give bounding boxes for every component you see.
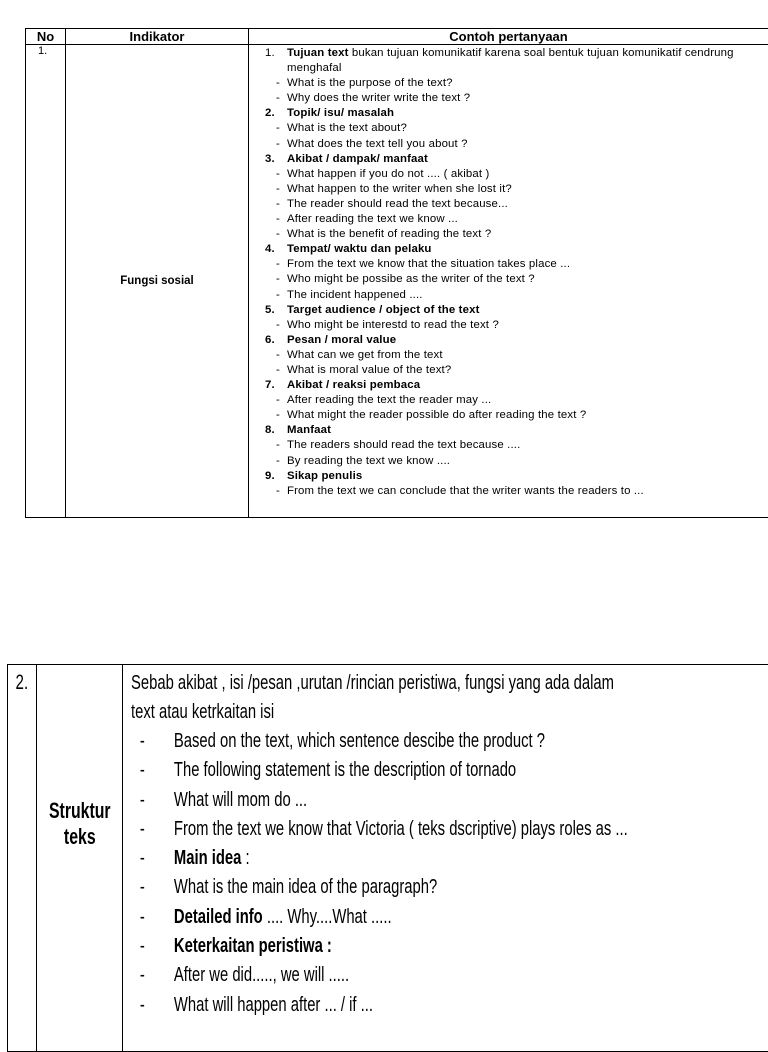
section-number: 6.	[265, 333, 287, 348]
question-section	[265, 333, 762, 348]
section-number: 2.	[265, 106, 287, 121]
list-item	[131, 727, 634, 756]
list-item	[131, 756, 634, 785]
list-item	[265, 438, 762, 453]
question-section	[265, 469, 762, 484]
question-section	[265, 423, 762, 438]
list-item	[265, 393, 762, 408]
list-item	[131, 932, 634, 961]
list-item	[265, 272, 762, 287]
bullet-dash: -	[265, 363, 287, 378]
list-item	[131, 991, 634, 1020]
question-text: From the text we know that Victoria ( teks dscriptive) plays roles as ...	[174, 818, 628, 840]
bold-label: Main idea	[174, 847, 241, 869]
bullet-dash: -	[265, 257, 287, 272]
question-text: The incident happened ....	[287, 288, 762, 303]
question-text: Who might be possibe as the writer of the text ?	[287, 272, 762, 287]
question-text: What is the main idea of the paragraph?	[174, 876, 437, 898]
list-item	[265, 182, 762, 197]
question-text: .... Why....What .....	[263, 906, 392, 928]
section-note: bukan tujuan komunikatif karena soal bentuk tujuan komunikatif cendrung menghafal	[287, 47, 734, 74]
list-item	[265, 454, 762, 469]
section-number: 1.	[265, 46, 287, 76]
question-text: What might the reader possible do after reading the text ?	[287, 408, 762, 423]
list-item	[131, 844, 634, 873]
bullet-dash: -	[131, 873, 174, 902]
table-header-row	[26, 29, 768, 45]
bullet-dash: -	[265, 288, 287, 303]
indicator-table-2	[7, 664, 768, 1052]
list-item	[131, 786, 634, 815]
section-title: Sikap penulis	[287, 470, 362, 482]
question-text: Who might be interestd to read the text ?	[287, 318, 762, 333]
bullet-dash: -	[265, 348, 287, 363]
question-text: What happen if you do not .... ( akibat )	[287, 167, 762, 182]
row-number: 1.	[26, 45, 66, 518]
bullet-dash: -	[265, 121, 287, 136]
bullet-dash: -	[265, 212, 287, 227]
bullet-dash: -	[131, 844, 174, 873]
indicator-cell	[36, 665, 123, 1052]
list-item	[265, 197, 762, 212]
list-item	[131, 903, 634, 932]
question-text: From the text we know that the situation takes place ...	[287, 257, 762, 272]
question-block	[131, 669, 634, 1020]
bullet-dash: -	[265, 137, 287, 152]
bullet-dash: -	[265, 227, 287, 242]
bullet-dash: -	[131, 786, 174, 815]
bullet-dash: -	[265, 182, 287, 197]
question-text: What can we get from the text	[287, 348, 762, 363]
list-item	[265, 167, 762, 182]
bullet-dash: -	[265, 438, 287, 453]
list-item	[265, 348, 762, 363]
question-text: After reading the text we know ...	[287, 212, 762, 227]
list-item	[265, 121, 762, 136]
question-section	[265, 303, 762, 318]
question-cell	[123, 665, 768, 1052]
section-title: Akibat / dampak/ manfaat	[287, 153, 428, 165]
section-title: Topik/ isu/ masalah	[287, 107, 394, 119]
bold-label: Detailed info	[174, 906, 263, 928]
question-section	[265, 152, 762, 167]
bullet-dash: -	[131, 961, 174, 990]
bullet-dash: -	[265, 272, 287, 287]
bullet-dash: -	[265, 408, 287, 423]
row-number: 2.	[8, 665, 29, 1052]
bullet-dash: -	[131, 815, 174, 844]
table-row	[26, 45, 768, 518]
section-title: Pesan / moral value	[287, 334, 396, 346]
question-text: The following statement is the description of tornado	[174, 759, 516, 781]
question-text: What does the text tell you about ?	[287, 137, 762, 152]
bullet-dash: -	[131, 932, 174, 961]
bullet-dash: -	[265, 197, 287, 212]
section-number: 7.	[265, 378, 287, 393]
question-section	[265, 46, 762, 76]
list-item	[265, 257, 762, 272]
question-text: The readers should read the text because ....	[287, 438, 762, 453]
header-contoh: Contoh pertanyaan	[249, 29, 768, 45]
header-indikator: Indikator	[66, 29, 249, 45]
question-text: What is the text about?	[287, 121, 762, 136]
question-text: :	[241, 847, 249, 869]
header-no: No	[26, 29, 66, 45]
bullet-dash: -	[265, 484, 287, 499]
list-item	[265, 484, 762, 499]
section-number: 5.	[265, 303, 287, 318]
bullet-dash: -	[265, 91, 287, 106]
section-title: Tujuan text	[287, 47, 349, 59]
list-item	[131, 815, 634, 844]
question-section	[265, 378, 762, 393]
bullet-dash: -	[131, 903, 174, 932]
question-text: Based on the text, which sentence descibe the product ?	[174, 730, 545, 752]
section-title: Akibat / reaksi pembaca	[287, 379, 420, 391]
list-item	[265, 318, 762, 333]
bullet-dash: -	[265, 167, 287, 182]
section-number: 8.	[265, 423, 287, 438]
section-title: Tempat/ waktu dan pelaku	[287, 243, 432, 255]
bullet-dash: -	[265, 76, 287, 91]
question-text: What will happen after ... / if ...	[174, 994, 373, 1016]
bullet-dash: -	[265, 393, 287, 408]
question-section	[265, 242, 762, 257]
section-number: 9.	[265, 469, 287, 484]
list-item	[265, 137, 762, 152]
section-number: 4.	[265, 242, 287, 257]
question-text: What will mom do ...	[174, 789, 307, 811]
indicator-table-1	[25, 28, 768, 518]
list-item	[265, 76, 762, 91]
section-number: 3.	[265, 152, 287, 167]
question-cell	[249, 45, 768, 518]
list-item	[265, 91, 762, 106]
question-text: What is moral value of the text?	[287, 363, 762, 378]
list-item	[265, 363, 762, 378]
indicator-label: Struktur teks	[48, 798, 110, 850]
bullet-dash: -	[131, 727, 174, 756]
question-text: After we did....., we will .....	[174, 964, 349, 986]
bullet-dash: -	[265, 454, 287, 469]
question-text: What is the benefit of reading the text ?	[287, 227, 762, 242]
list-item	[131, 961, 634, 990]
list-item	[265, 288, 762, 303]
indicator-cell: Fungsi sosial	[66, 45, 249, 518]
question-text: The reader should read the text because...	[287, 197, 762, 212]
list-item	[265, 408, 762, 423]
question-text: From the text we can conclude that the writer wants the readers to ...	[287, 484, 762, 499]
question-text: What happen to the writer when she lost it?	[287, 182, 762, 197]
bullet-dash: -	[131, 756, 174, 785]
question-text: What is the purpose of the text?	[287, 76, 762, 91]
question-text: By reading the text we know ....	[287, 454, 762, 469]
question-text: After reading the text the reader may ...	[287, 393, 762, 408]
bullet-dash: -	[265, 318, 287, 333]
table-row	[8, 665, 768, 1052]
question-text: Why does the writer write the text ?	[287, 91, 762, 106]
list-item	[265, 227, 762, 242]
section-title: Target audience / object of the text	[287, 304, 480, 316]
list-item	[265, 212, 762, 227]
bullet-dash: -	[131, 991, 174, 1020]
list-item	[131, 873, 634, 902]
bold-label: Keterkaitan peristiwa :	[174, 935, 332, 957]
question-section	[265, 106, 762, 121]
intro-text: Sebab akibat , isi /pesan ,urutan /rincian peristiwa, fungsi yang ada dalam text atau ketrkaitan isi	[131, 669, 634, 727]
section-title: Manfaat	[287, 424, 331, 436]
